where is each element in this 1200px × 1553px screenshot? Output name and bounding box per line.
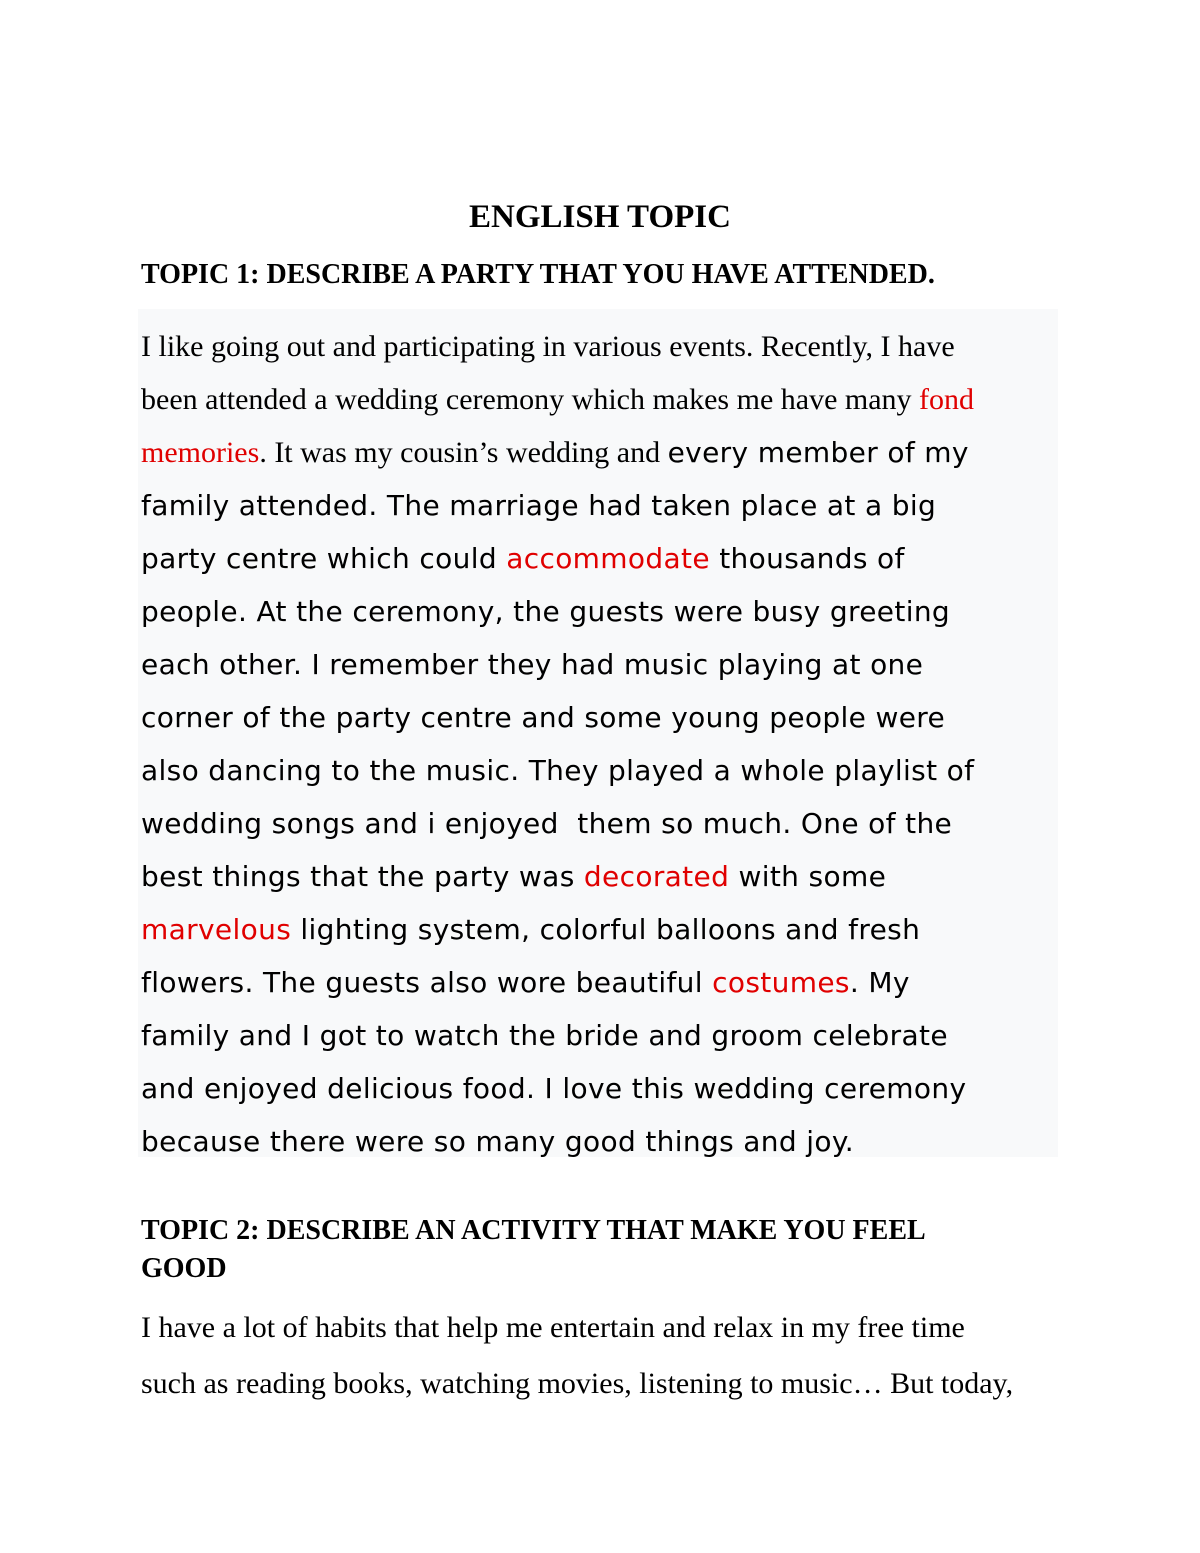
topic-1-heading: TOPIC 1: DESCRIBE A PARTY THAT YOU HAVE ATTENDED. — [141, 259, 935, 290]
topic-2-paragraph — [141, 1300, 1081, 1412]
highlighted-word: memories — [141, 436, 260, 469]
paragraph-line: people. At the ceremony, the guests were busy greeting — [141, 595, 951, 628]
paragraph-line: and enjoyed delicious food. I love this wedding ceremony — [141, 1072, 967, 1105]
paragraph-line: flowers. The guests also wore beautiful costumes. My — [141, 966, 910, 999]
paragraph-line: best things that the party was decorated with some — [141, 860, 887, 893]
paragraph-line: family and I got to watch the bride and groom celebrate — [141, 1019, 948, 1052]
highlighted-word: decorated — [583, 860, 730, 893]
paragraph-line: marvelous lighting system, colorful balloons and fresh — [141, 913, 921, 946]
paragraph-line: corner of the party centre and some young people were — [141, 701, 946, 734]
highlighted-word: marvelous — [141, 913, 292, 946]
document-title: ENGLISH TOPIC — [469, 199, 731, 235]
paragraph-line: I like going out and participating in various events. Recently, I have — [141, 330, 955, 363]
paragraph-line: I have a lot of habits that help me entertain and relax in my free time — [141, 1311, 965, 1344]
paragraph-line: because there were so many good things and joy. — [141, 1125, 855, 1158]
paragraph-line: each other. I remember they had music playing at one — [141, 648, 924, 681]
paragraph-line: family attended. The marriage had taken place at a big — [141, 489, 937, 522]
paragraph-line: been attended a wedding ceremony which makes me have many fond — [141, 383, 975, 416]
topic-1-paragraph — [141, 320, 1061, 1168]
paragraph-line: also dancing to the music. They played a whole playlist of — [141, 754, 975, 787]
paragraph-line: such as reading books, watching movies, listening to music… But today, — [141, 1367, 1014, 1400]
paragraph-line: party centre which could accommodate thousands of — [141, 542, 905, 575]
highlighted-word: fond — [919, 383, 975, 416]
highlighted-word: accommodate — [506, 542, 710, 575]
paragraph-line: wedding songs and i enjoyed them so much. One of the — [141, 807, 953, 840]
topic-2-heading: TOPIC 2: DESCRIBE AN ACTIVITY THAT MAKE YOU FEEL GOOD — [141, 1215, 926, 1284]
highlighted-word: costumes — [712, 966, 850, 999]
paragraph-line: memories. It was my cousin’s wedding and every member of my — [141, 436, 969, 469]
